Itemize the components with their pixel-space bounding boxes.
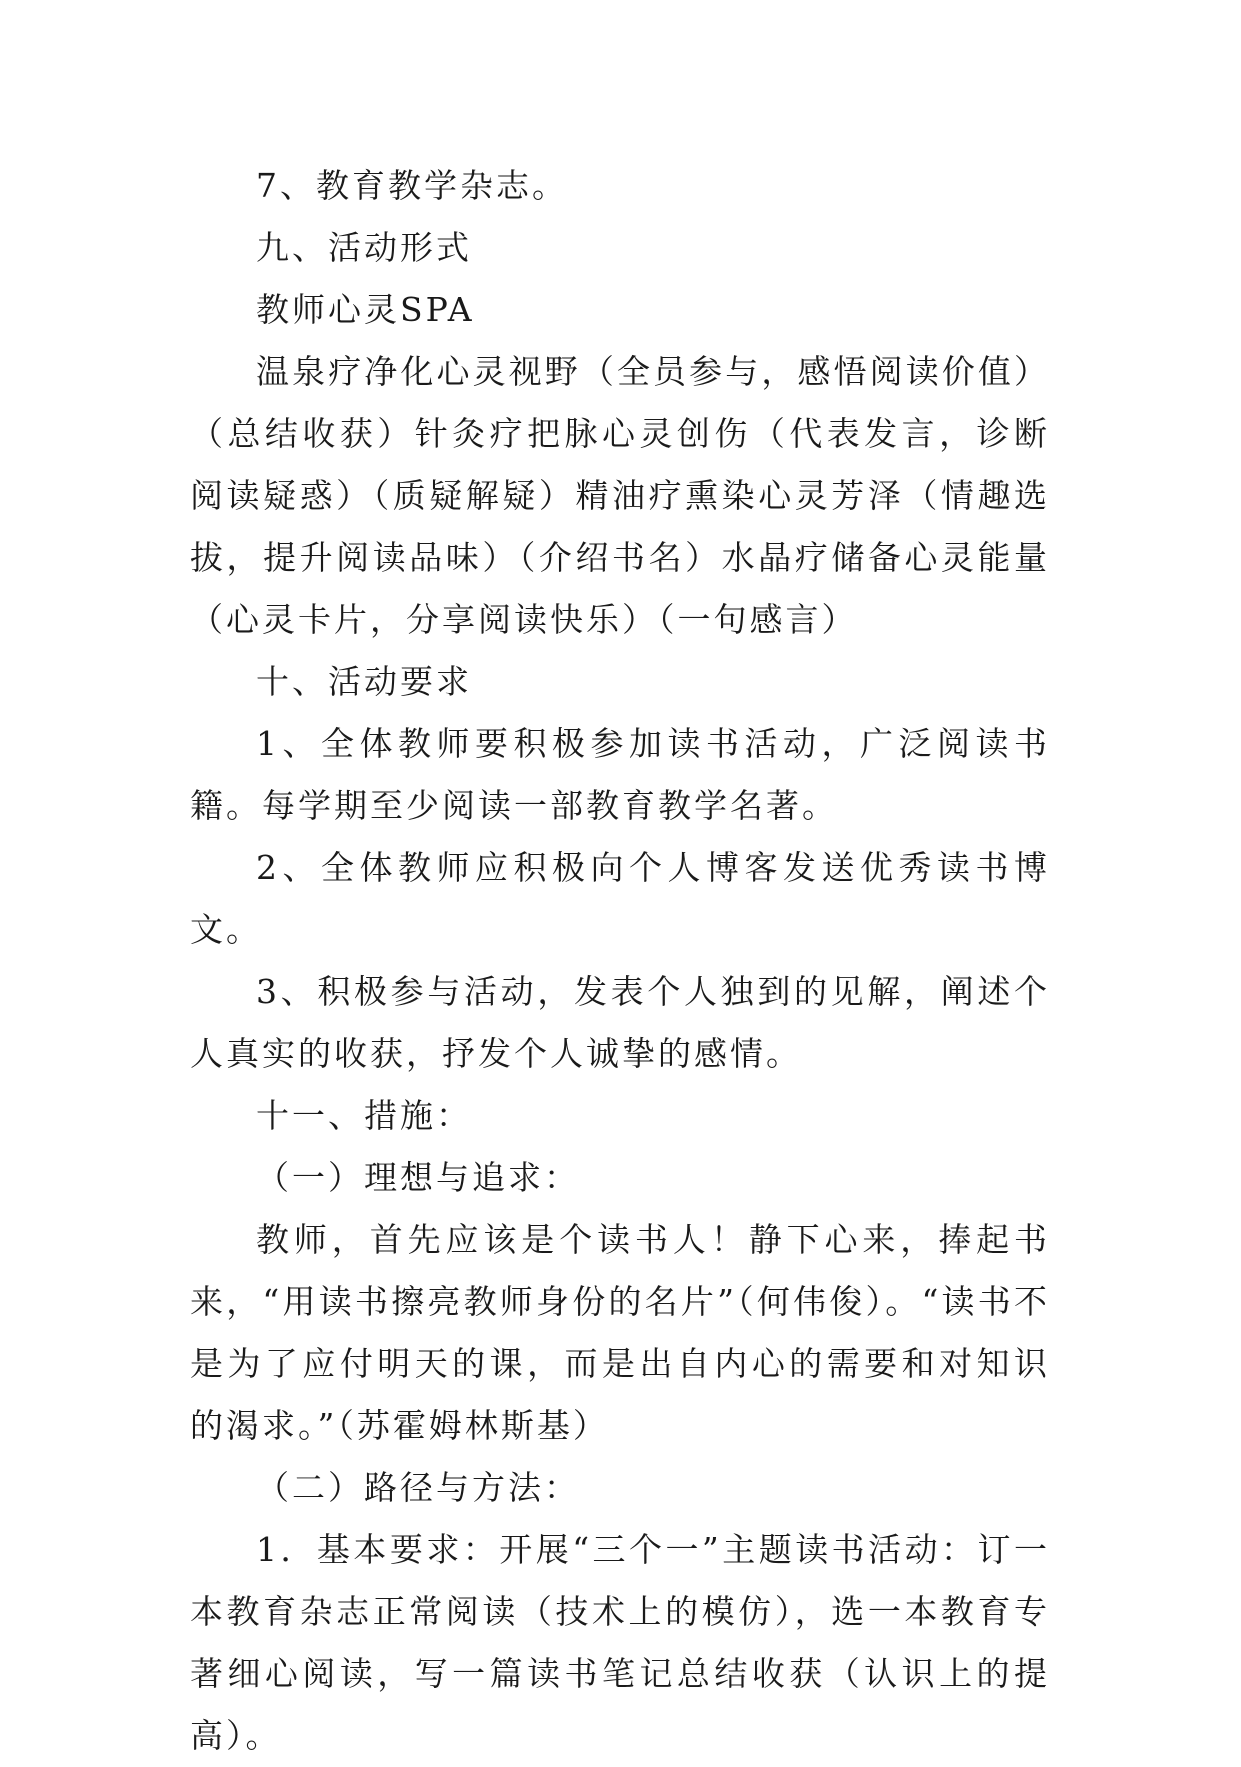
paragraph-ideals-quote: 教师，首先应该是个读书人！静下心来，捧起书来，“用读书擦亮教师身份的名片”（何伟俊）。“读书不是为了应付明天的课，而是出自内心的需要和对知识的渴求。”（苏霍姆林斯基） (190, 1220, 1050, 1445)
document-body (190, 155, 1050, 1767)
requirement-item-3: 3、积极参与活动，发表个人独到的见解，阐述个人真实的收获，抒发个人诚挚的感情。 (190, 972, 1050, 1073)
subheading-teacher-spa: 教师心灵SPA (256, 290, 475, 329)
paragraph-basic-requirements: 1．基本要求：开展“三个一”主题读书活动：订一本教育杂志正常阅读（技术上的模仿），选一本教育专著细心阅读，写一篇读书笔记总结收获（认识上的提高）。 (190, 1530, 1050, 1755)
requirement-item-2: 2、全体教师应积极向个人博客发送优秀读书博文。 (190, 848, 1050, 949)
subheading-methods: （二）路径与方法： (256, 1468, 580, 1507)
subheading-ideals: （一）理想与追求： (256, 1158, 580, 1197)
requirement-item-1: 1、全体教师要积极参加读书活动，广泛阅读书籍。每学期至少阅读一部教育教学名著。 (190, 724, 1050, 825)
section-heading-measures: 十一、措施： (256, 1096, 472, 1135)
section-heading-activity-form: 九、活动形式 (256, 228, 472, 267)
paragraph-spa-description: 温泉疗净化心灵视野（全员参与，感悟阅读价值）（总结收获）针灸疗把脉心灵创伤（代表发言，诊断阅读疑惑）（质疑解疑）精油疗熏染心灵芳泽（情趣选拔，提升阅读品味）（介绍书名）水晶疗储备心灵能量（心灵卡片，分享阅读快乐）（一句感言） (190, 352, 1050, 639)
list-item-magazines: 7、教育教学杂志。 (256, 166, 568, 205)
section-heading-activity-requirements: 十、活动要求 (256, 662, 472, 701)
